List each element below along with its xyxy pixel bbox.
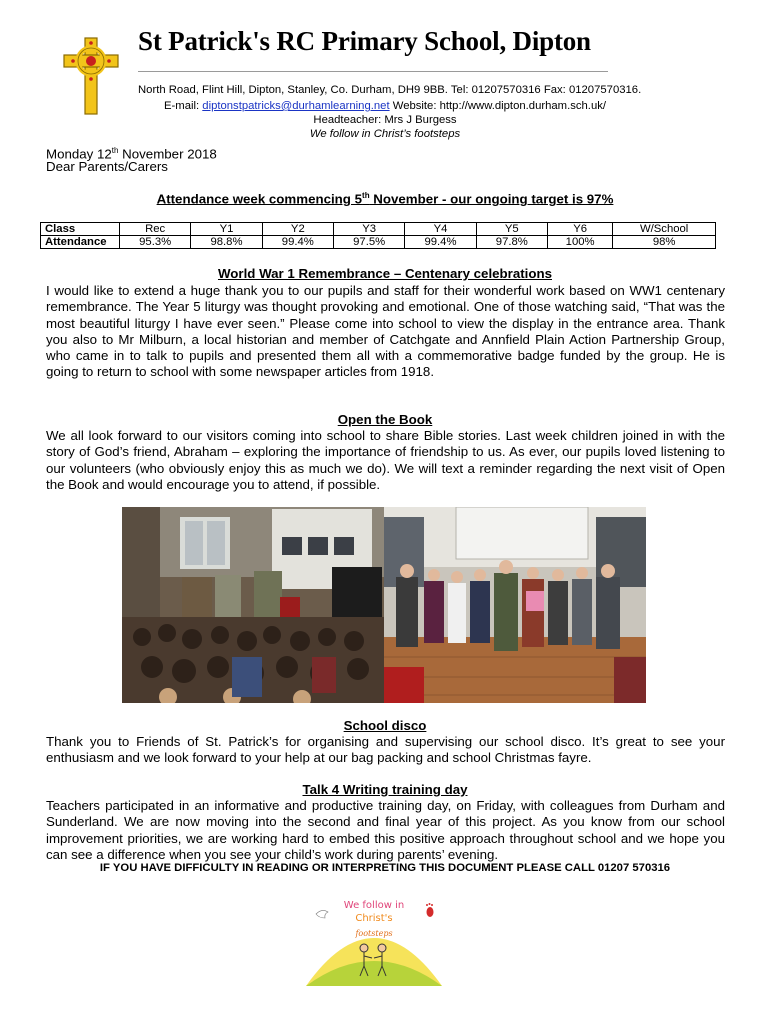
attendance-cell: 99.4% [262, 236, 333, 249]
attendance-cell: 100% [547, 236, 612, 249]
attendance-cell: 99.4% [405, 236, 476, 249]
logo-line1: We follow in [343, 900, 405, 911]
class-cell: W/School [613, 223, 716, 236]
school-name: St Patrick's RC Primary School, Dipton [138, 26, 591, 56]
contact-line [0, 100, 770, 112]
class-cell: Y2 [262, 223, 333, 236]
letter-date: Monday 12th November 2018 [46, 146, 217, 162]
school-motto: We follow in Christ’s footsteps [309, 128, 461, 140]
school-disco-heading: School disco [343, 718, 427, 733]
school-address: North Road, Flint Hill, Dipton, Stanley, Co. Durham, DH9 9BB. Tel: 01207570316 Fax: 01207570316. [138, 84, 642, 96]
open-the-book-heading: Open the Book [337, 412, 433, 427]
talk4writing-paragraph: Teachers participated in an informative and productive training day, on Friday, with colleagues from Durham and Sunderland. We are now moving into the second and final year of this project. As you know from our school improvement priorities, we are working hard to embed this positive approach throughout school and we hope you can see a difference when you see your child’s work during parents’ evening. [46, 798, 725, 862]
assembly-photo [122, 507, 384, 703]
school-disco-paragraph: Thank you to Friends of St. Patrick’s for organising and supervising our school disco. It’s great to see your enthusiasm and we look forward to your help at our bag packing and school Christmas fayre. [46, 734, 725, 766]
attendance-table [40, 222, 716, 249]
footsteps-logo [304, 896, 444, 986]
ww1-paragraph: I would like to extend a huge thank you to our pupils and staff for their wonderful work based on WW1 centenary remembrance. The Year 5 liturgy was thought provoking and emotional. One of those watching said, “That was the most beautiful liturgy I have ever seen.” Please come into school to view the display in the entrance area. Thank you also to Mr Milburn, a local historian and member of Catchgate and Annfield Plain Action Partnership Group, who came in to talk to pupils and presented them all with a commemorative badge funded by the group. He is going to return to school with some newspaper articles from 1918. [46, 283, 725, 380]
open-the-book-volunteers-photo [384, 507, 646, 703]
headteacher: Headteacher: Mrs J Burgess [313, 114, 457, 126]
logo-line2: Christ's [355, 913, 393, 924]
greeting: Dear Parents/Carers [46, 159, 168, 174]
attendance-cell: 98% [613, 236, 716, 249]
accessibility-notice: IF YOU HAVE DIFFICULTY IN READING OR INTERPRETING THIS DOCUMENT PLEASE CALL 01207 570316 [99, 862, 671, 874]
attendance-heading: Attendance week commencing 5th November - our ongoing target is 97% [156, 191, 614, 207]
table-row [41, 223, 716, 236]
email-label: E-mail: [163, 100, 203, 112]
class-cell: Y5 [476, 223, 547, 236]
dove-icon [316, 910, 328, 918]
website-text[interactable]: Website: http://www.dipton.durham.sch.uk/ [389, 100, 607, 112]
row-label-attendance: Attendance [41, 236, 120, 249]
attendance-cell: 97.5% [333, 236, 404, 249]
logo-line3: footsteps [355, 929, 393, 938]
open-the-book-paragraph: We all look forward to our visitors coming into school to share Bible stories. Last week children joined in with the story of God’s friend, Abraham – exploring the importance of friendship to us. As ever, our pupils loved listening to our volunteers (who obviously enjoy this as much we do). We will text a reminder regarding the next visit of Open the Book and would encourage you to attend, if possible. [46, 428, 725, 492]
class-cell: Y6 [547, 223, 612, 236]
row-label-class: Class [41, 223, 120, 236]
attendance-cell: 97.8% [476, 236, 547, 249]
attendance-cell: 98.8% [191, 236, 262, 249]
table-row [41, 236, 716, 249]
email-link[interactable]: diptonstpatricks@durhamlearning.net [202, 100, 390, 112]
class-cell: Rec [120, 223, 191, 236]
class-cell: Y1 [191, 223, 262, 236]
class-cell: Y4 [405, 223, 476, 236]
ww1-heading: World War 1 Remembrance – Centenary celebrations [217, 266, 552, 281]
title-divider [138, 71, 608, 72]
class-cell: Y3 [333, 223, 404, 236]
attendance-cell: 95.3% [120, 236, 191, 249]
talk4writing-heading: Talk 4 Writing training day [302, 782, 468, 797]
footprint-icon [426, 903, 434, 917]
